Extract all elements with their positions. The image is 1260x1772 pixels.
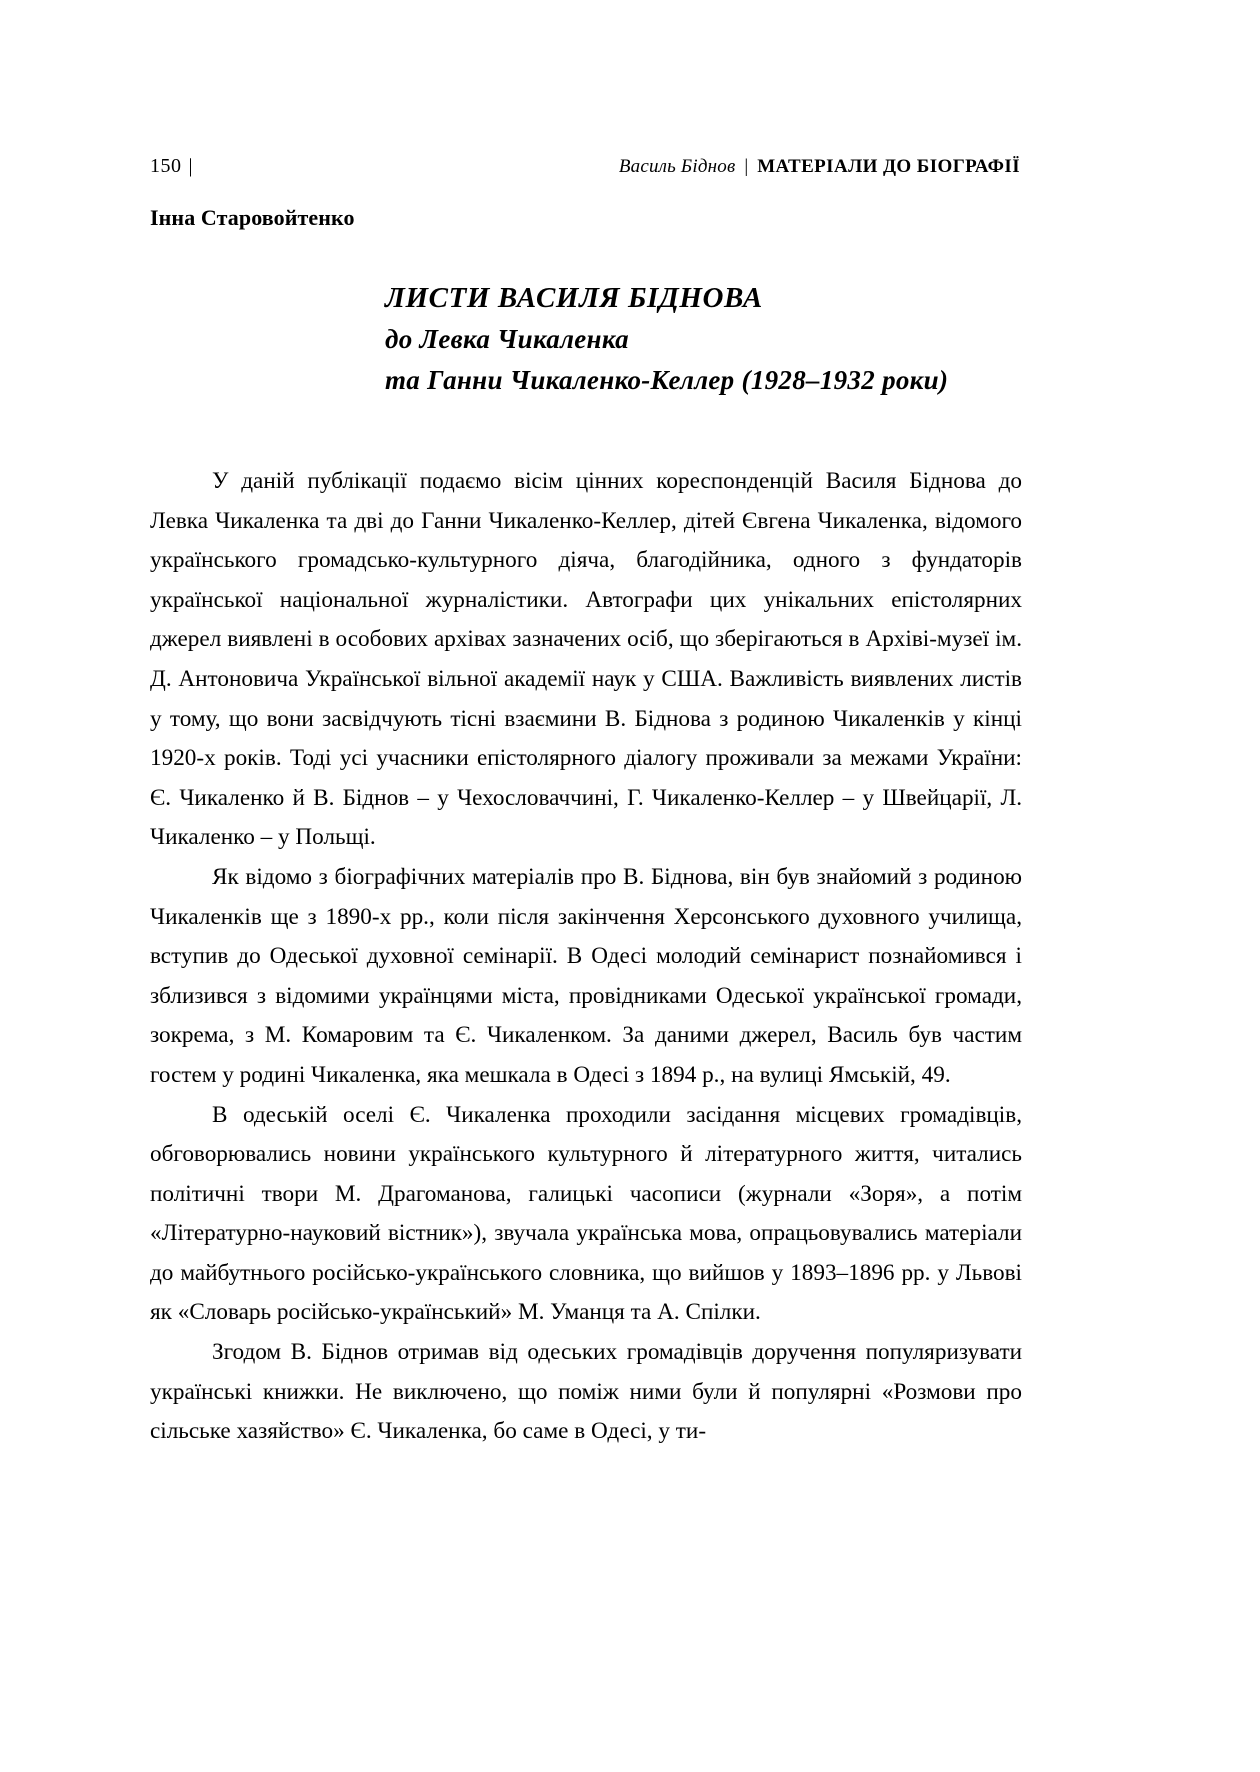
- body-paragraph: Як відомо з біографічних матеріалів про В. Біднова, він був знайомий з родиною Чикаленків ще з 1890-х рр., коли після закінчення Херсонського духовного училища, вступив до Одеської духовної семінарії. В Одесі молодий семінарист познайомився і зблизився з відомими українцями міста, провідниками Одеської української громади, зокрема, з М. Комаровим та Є. Чикаленком. За даними джерел, Василь був частим гостем у родині Чикаленка, яка мешкала в Одесі з 1894 р., на вулиці Ямській, 49.: [150, 863, 1022, 1088]
- header-separator: |: [744, 156, 749, 177]
- header-book-title: Василь Біднов: [618, 156, 736, 177]
- article-title-line-1: ЛИСТИ ВАСИЛЯ БІДНОВА: [385, 282, 763, 314]
- page-number: 150: [150, 155, 182, 177]
- article-byline: Інна Старовойтенко: [150, 205, 355, 230]
- folio-rule: |: [188, 155, 194, 177]
- article-title-line-3: та Ганни Чикаленко-Келлер (1928–1932 роки): [385, 365, 949, 396]
- body-paragraph: Згодом В. Біднов отримав від одеських громадівців доручення популяризувати українські книжки. Не виключено, що поміж ними були й популярні «Розмови про сільське хазяйство» Є. Чикаленка, бо саме в Одесі, у ти-: [150, 1339, 1022, 1445]
- article-title-block: [150, 278, 1020, 401]
- page-folio: [150, 155, 193, 178]
- article-body: [150, 462, 1022, 1452]
- article-title-line-2: до Левка Чикаленка: [385, 324, 629, 355]
- running-header-right: [619, 156, 1020, 178]
- body-paragraph: В одеській оселі Є. Чикаленка проходили засідання місцевих громадівців, обговорювались новини українського культурного й літературного життя, читались політичні твори М. Драгоманова, галицькі часописи (журнали «Зоря», а потім «Літературно-науковий вістник»), звучала українська мова, опрацьовувались матеріали до майбутнього російсько-українського словника, що вийшов у 1893–1896 рр. у Львові як «Словарь російсько-український» М. Уманця та А. Спілки.: [150, 1101, 1022, 1326]
- body-paragraph: У даній публікації подаємо вісім цінних кореспонденцій Василя Біднова до Левка Чикаленка та дві до Ганни Чикаленко-Келлер, дітей Євгена Чикаленка, відомого українського громадсько-культурного діяча, благодійника, одного з фундаторів української національної журналістики. Автографи цих унікальних епістолярних джерел виявлені в особових архівах зазначених осіб, що зберігаються в Архіві-музеї ім. Д. Антоновича Української вільної академії наук у США. Важливість виявлених листів у тому, що вони засвідчують тісні взаємини В. Біднова з родиною Чикаленків у кінці 1920-х років. Тоді усі учасники епістолярного діалогу проживали за межами України: Є. Чикаленко й В. Біднов – у Чехословаччині, Г. Чикаленко-Келлер – у Швейцарії, Л. Чикаленко – у Польщі.: [150, 468, 1022, 851]
- running-header: [150, 155, 1020, 178]
- header-section-title: МАТЕРІАЛИ ДО БІОГРАФІЇ: [757, 156, 1020, 177]
